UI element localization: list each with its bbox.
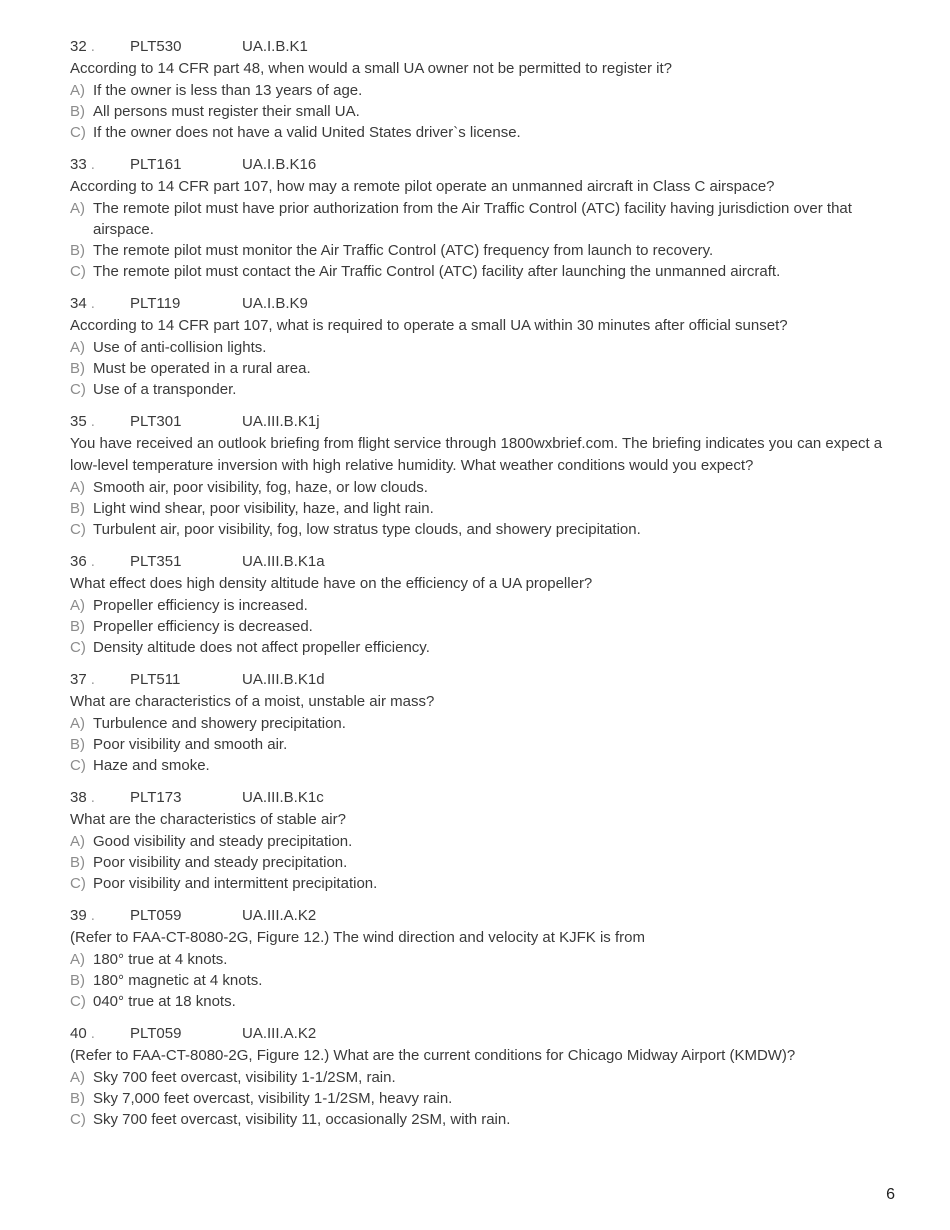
answer-text: If the owner is less than 13 years of age. bbox=[93, 82, 363, 99]
answer-option bbox=[70, 831, 910, 852]
answer-letter: A) bbox=[70, 200, 85, 217]
question-text: According to 14 CFR part 107, what is required to operate a small UA within 30 minutes after official sunset? bbox=[70, 317, 788, 334]
answer-text: Use of a transponder. bbox=[93, 381, 237, 398]
answer-option bbox=[70, 755, 910, 776]
answer-letter: B) bbox=[70, 972, 85, 989]
question-header bbox=[70, 36, 910, 58]
question-item bbox=[70, 787, 910, 894]
answer-letter: B) bbox=[70, 500, 85, 517]
answer-text: Sky 700 feet overcast, visibility 1-1/2SM, rain. bbox=[93, 1069, 396, 1086]
answer-option bbox=[70, 122, 910, 143]
answer-letter: C) bbox=[70, 757, 86, 774]
answer-text: Use of anti-collision lights. bbox=[93, 339, 267, 356]
answer-text: Density altitude does not affect propeller efficiency. bbox=[93, 639, 430, 656]
question-reference: UA.III.B.K1c bbox=[242, 789, 324, 806]
answer-letter: C) bbox=[70, 124, 86, 141]
question-reference: UA.III.B.K1j bbox=[242, 413, 320, 430]
page-number: 6 bbox=[886, 1186, 895, 1203]
answer-option bbox=[70, 1067, 910, 1088]
answer-text: Sky 700 feet overcast, visibility 11, occasionally 2SM, with rain. bbox=[93, 1111, 511, 1128]
question-item bbox=[70, 905, 910, 1012]
question-number: 37 . bbox=[70, 671, 95, 688]
answer-option bbox=[70, 970, 910, 991]
answer-option bbox=[70, 1088, 910, 1109]
answer-list bbox=[70, 80, 910, 143]
answer-letter: C) bbox=[70, 381, 86, 398]
answer-letter: B) bbox=[70, 360, 85, 377]
question-reference: UA.III.A.K2 bbox=[242, 1025, 317, 1042]
answer-letter: C) bbox=[70, 521, 86, 538]
answer-option bbox=[70, 240, 910, 261]
question-reference: UA.I.B.K1 bbox=[242, 38, 308, 55]
answer-letter: C) bbox=[70, 1111, 86, 1128]
answer-text: Poor visibility and intermittent precipitation. bbox=[93, 875, 378, 892]
answer-letter: A) bbox=[70, 597, 85, 614]
answer-text: Light wind shear, poor visibility, haze, and light rain. bbox=[93, 500, 434, 517]
question-code: PLT059 bbox=[130, 1025, 182, 1042]
answer-text: The remote pilot must have prior authorization from the Air Traffic Control (ATC) facility having jurisdiction over that airspace. bbox=[93, 200, 852, 238]
question-code: PLT301 bbox=[130, 413, 182, 430]
answer-text: 180° magnetic at 4 knots. bbox=[93, 972, 263, 989]
question-reference: UA.III.B.K1d bbox=[242, 671, 325, 688]
answer-letter: C) bbox=[70, 263, 86, 280]
answer-option bbox=[70, 477, 910, 498]
answer-list bbox=[70, 831, 910, 894]
answer-option bbox=[70, 637, 910, 658]
question-code: PLT161 bbox=[130, 156, 182, 173]
question-code: PLT059 bbox=[130, 907, 182, 924]
question-header bbox=[70, 669, 910, 691]
answer-option bbox=[70, 261, 910, 282]
answer-text: Poor visibility and smooth air. bbox=[93, 736, 288, 753]
answer-text: Smooth air, poor visibility, fog, haze, or low clouds. bbox=[93, 479, 428, 496]
answer-option bbox=[70, 873, 910, 894]
question-reference: UA.I.B.K16 bbox=[242, 156, 317, 173]
answer-text: Sky 7,000 feet overcast, visibility 1-1/2SM, heavy rain. bbox=[93, 1090, 453, 1107]
answer-text: The remote pilot must monitor the Air Traffic Control (ATC) frequency from launch to recovery. bbox=[93, 242, 714, 259]
question-item bbox=[70, 293, 910, 400]
question-number: 40 . bbox=[70, 1025, 95, 1042]
answer-option bbox=[70, 713, 910, 734]
question-item bbox=[70, 36, 910, 143]
answer-text: Propeller efficiency is decreased. bbox=[93, 618, 313, 635]
answer-list bbox=[70, 1067, 910, 1130]
answer-text: Turbulence and showery precipitation. bbox=[93, 715, 346, 732]
answer-letter: B) bbox=[70, 103, 85, 120]
answer-option bbox=[70, 991, 910, 1012]
question-header bbox=[70, 411, 910, 433]
answer-option bbox=[70, 616, 910, 637]
answer-option bbox=[70, 1109, 910, 1130]
question-header bbox=[70, 787, 910, 809]
answer-text: Must be operated in a rural area. bbox=[93, 360, 311, 377]
answer-letter: A) bbox=[70, 82, 85, 99]
answer-letter: A) bbox=[70, 951, 85, 968]
question-number: 33 . bbox=[70, 156, 95, 173]
question-code: PLT530 bbox=[130, 38, 182, 55]
answer-list bbox=[70, 713, 910, 776]
question-item bbox=[70, 1023, 910, 1130]
question-list bbox=[70, 36, 910, 1141]
answer-option bbox=[70, 337, 910, 358]
question-text: What are characteristics of a moist, unstable air mass? bbox=[70, 693, 435, 710]
question-header bbox=[70, 551, 910, 573]
answer-letter: B) bbox=[70, 736, 85, 753]
question-reference: UA.III.A.K2 bbox=[242, 907, 317, 924]
answer-option bbox=[70, 80, 910, 101]
answer-text: The remote pilot must contact the Air Traffic Control (ATC) facility after launching the unmanned aircraft. bbox=[93, 263, 781, 280]
answer-option bbox=[70, 101, 910, 122]
answer-letter: A) bbox=[70, 479, 85, 496]
question-reference: UA.I.B.K9 bbox=[242, 295, 308, 312]
question-header bbox=[70, 293, 910, 315]
question-reference: UA.III.B.K1a bbox=[242, 553, 325, 570]
question-code: PLT173 bbox=[130, 789, 182, 806]
answer-list bbox=[70, 949, 910, 1012]
answer-option bbox=[70, 595, 910, 616]
answer-option bbox=[70, 734, 910, 755]
answer-option bbox=[70, 198, 910, 240]
answer-letter: A) bbox=[70, 1069, 85, 1086]
question-text: (Refer to FAA-CT-8080-2G, Figure 12.) What are the current conditions for Chicago Midway Airport (KMDW)? bbox=[70, 1047, 796, 1064]
question-code: PLT119 bbox=[130, 295, 181, 312]
question-text: According to 14 CFR part 48, when would a small UA owner not be permitted to register it? bbox=[70, 60, 672, 77]
answer-option bbox=[70, 949, 910, 970]
question-text: According to 14 CFR part 107, how may a remote pilot operate an unmanned aircraft in Class C airspace? bbox=[70, 178, 775, 195]
question-header bbox=[70, 154, 910, 176]
question-number: 35 . bbox=[70, 413, 95, 430]
answer-letter: A) bbox=[70, 715, 85, 732]
answer-text: All persons must register their small UA. bbox=[93, 103, 360, 120]
answer-list bbox=[70, 337, 910, 400]
answer-list bbox=[70, 477, 910, 540]
question-number: 39 . bbox=[70, 907, 95, 924]
answer-option bbox=[70, 852, 910, 873]
answer-option bbox=[70, 498, 910, 519]
answer-list bbox=[70, 198, 910, 282]
answer-letter: B) bbox=[70, 1090, 85, 1107]
answer-letter: B) bbox=[70, 854, 85, 871]
answer-letter: A) bbox=[70, 833, 85, 850]
question-text: You have received an outlook briefing from flight service through 1800wxbrief.com. The briefing indicates you can expect a low-level temperature inversion with high relative humidity. What weather conditions would you expect? bbox=[70, 435, 883, 474]
question-number: 38 . bbox=[70, 789, 95, 806]
question-text: What are the characteristics of stable air? bbox=[70, 811, 346, 828]
question-header bbox=[70, 905, 910, 927]
question-number: 34 . bbox=[70, 295, 95, 312]
answer-text: 040° true at 18 knots. bbox=[93, 993, 236, 1010]
question-header bbox=[70, 1023, 910, 1045]
answer-text: Haze and smoke. bbox=[93, 757, 210, 774]
question-item bbox=[70, 551, 910, 658]
question-item bbox=[70, 669, 910, 776]
question-code: PLT351 bbox=[130, 553, 182, 570]
question-text: (Refer to FAA-CT-8080-2G, Figure 12.) The wind direction and velocity at KJFK is from bbox=[70, 929, 645, 946]
answer-text: Propeller efficiency is increased. bbox=[93, 597, 308, 614]
answer-letter: C) bbox=[70, 875, 86, 892]
question-number: 32 . bbox=[70, 38, 95, 55]
answer-text: Poor visibility and steady precipitation. bbox=[93, 854, 348, 871]
question-item bbox=[70, 411, 910, 540]
question-code: PLT511 bbox=[130, 671, 181, 688]
answer-option bbox=[70, 379, 910, 400]
answer-letter: B) bbox=[70, 242, 85, 259]
question-item bbox=[70, 154, 910, 282]
answer-letter: C) bbox=[70, 639, 86, 656]
answer-letter: C) bbox=[70, 993, 86, 1010]
answer-text: 180° true at 4 knots. bbox=[93, 951, 228, 968]
answer-list bbox=[70, 595, 910, 658]
answer-text: If the owner does not have a valid United States driver`s license. bbox=[93, 124, 521, 141]
answer-letter: B) bbox=[70, 618, 85, 635]
answer-option bbox=[70, 358, 910, 379]
answer-text: Turbulent air, poor visibility, fog, low stratus type clouds, and showery precipitation. bbox=[93, 521, 641, 538]
question-text: What effect does high density altitude have on the efficiency of a UA propeller? bbox=[70, 575, 593, 592]
question-number: 36 . bbox=[70, 553, 95, 570]
answer-text: Good visibility and steady precipitation. bbox=[93, 833, 353, 850]
answer-option bbox=[70, 519, 910, 540]
answer-letter: A) bbox=[70, 339, 85, 356]
